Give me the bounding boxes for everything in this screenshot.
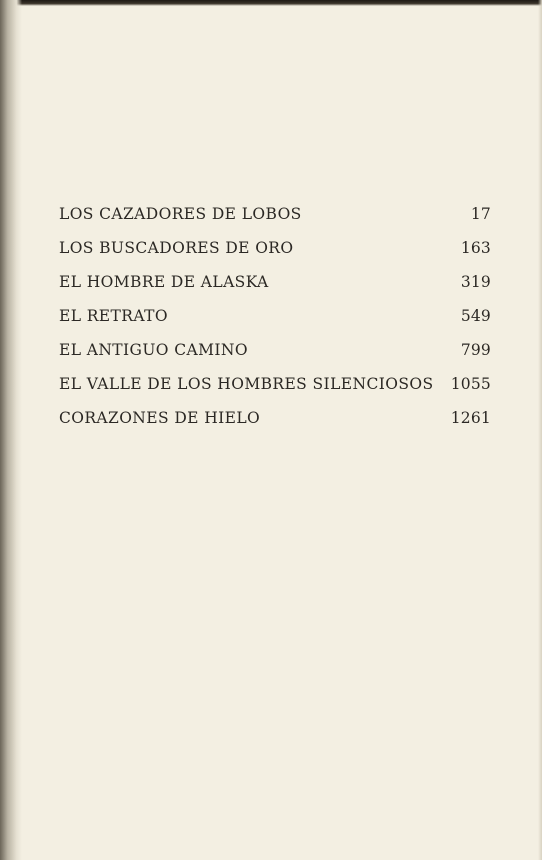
toc-entry-title: EL HOMBRE DE ALASKA	[59, 273, 269, 291]
toc-entry-page: 799	[460, 341, 491, 359]
toc-entry-title: EL RETRATO	[59, 307, 168, 325]
toc-entry-page: 163	[460, 239, 491, 257]
page-top-edge	[0, 0, 542, 6]
toc-entry-page: 549	[460, 307, 491, 325]
toc-entry	[59, 409, 491, 443]
toc-entry-title: CORAZONES DE HIELO	[59, 409, 261, 427]
toc-entry-title: EL VALLE DE LOS HOMBRES SILENCIOSOS	[59, 375, 434, 393]
toc-entry	[59, 239, 491, 273]
page-right-edge	[538, 0, 542, 860]
toc-entry-title: EL ANTIGUO CAMINO	[59, 341, 248, 359]
table-of-contents	[59, 205, 491, 443]
toc-entry	[59, 307, 491, 341]
toc-entry-title: LOS BUSCADORES DE ORO	[59, 239, 294, 257]
toc-entry	[59, 375, 491, 409]
toc-entry-page: 319	[460, 273, 491, 291]
toc-entry-page: 1261	[450, 409, 491, 427]
toc-entry	[59, 273, 491, 307]
binding-gutter-shadow	[0, 0, 22, 860]
toc-entry-title: LOS CAZADORES DE LOBOS	[59, 205, 302, 223]
toc-entry	[59, 205, 491, 239]
toc-entry-page: 17	[470, 205, 491, 223]
toc-entry	[59, 341, 491, 375]
toc-entry-page: 1055	[450, 375, 491, 393]
